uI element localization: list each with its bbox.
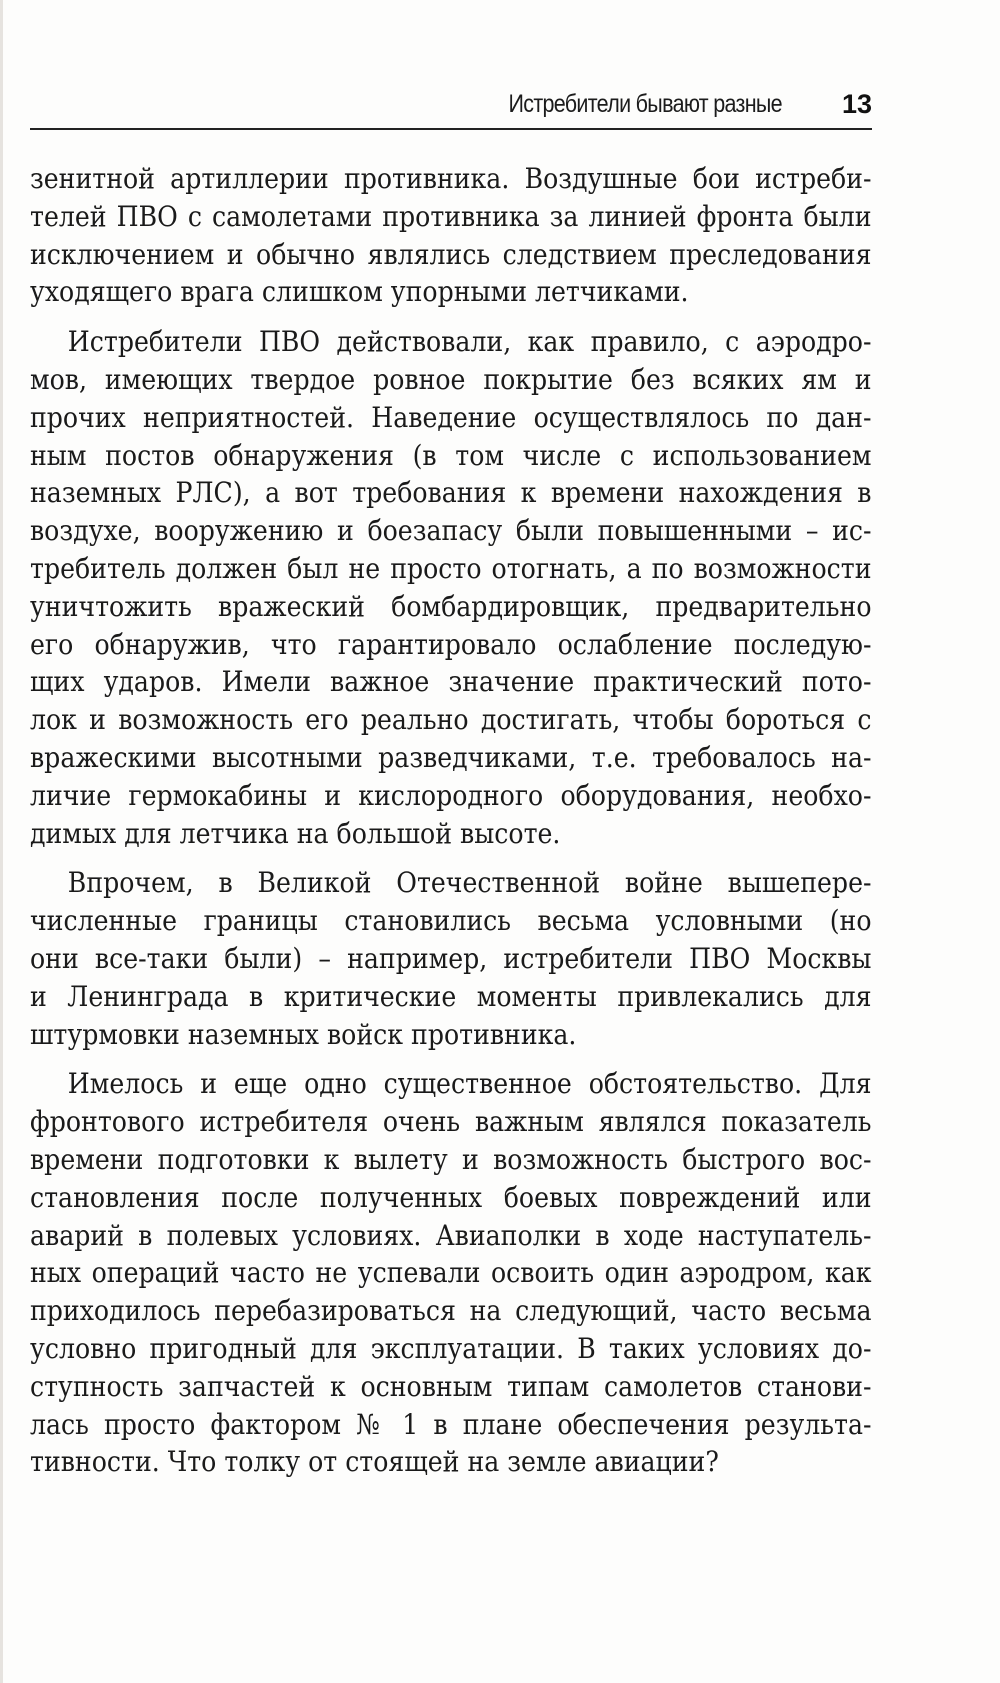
text-line: димых для летчика на большой высоте. (30, 816, 561, 850)
text-line: штурмовки наземных войск противника. (30, 1017, 577, 1051)
page-number: 13 (841, 89, 872, 119)
paragraph (30, 323, 872, 852)
text-line: времени подготовки к вылету и возможность быстрого вос- (30, 1142, 872, 1176)
paragraph (30, 1065, 872, 1481)
text-line: телей ПВО с самолетами противника за линией фронта были (30, 199, 872, 233)
page-edge (0, 0, 3, 1683)
text-line: прочих неприятностей. Наведение осуществлялось по дан- (30, 400, 872, 434)
text-line: лась просто фактором № 1 в плане обеспечения результа- (30, 1407, 872, 1441)
text-line: его обнаружив, что гарантировало ослабление последую- (30, 627, 872, 661)
text-line: Впрочем, в Великой Отечественной войне вышепере- (67, 866, 872, 900)
text-line: зенитной артиллерии противника. Воздушные бои истреби- (30, 162, 872, 195)
text-line: наземных РЛС), а вот требования к времени нахождения в (30, 476, 872, 510)
text-line: приходилось перебазироваться на следующий, часто весьма (30, 1294, 872, 1328)
text-line: щих ударов. Имели важное значение практический пото- (30, 665, 872, 699)
text-line: воздухе, вооружению и боезапасу были повышенными – ис- (30, 514, 872, 548)
text-line: исключением и обычно являлись следствием преследования (30, 237, 872, 271)
text-line: они все-таки были) – например, истребители ПВО Москвы (30, 941, 872, 975)
text-line: лок и возможность его реально достигать, чтобы бороться с (30, 703, 872, 737)
text-line: численные границы становились весьма условными (но (30, 904, 872, 938)
chapter-title: Истребители бывают разные (508, 90, 782, 118)
text-line: уходящего врага слишком упорными летчиками. (30, 275, 689, 309)
text-line: ступность запчастей к основным типам самолетов станови- (30, 1369, 872, 1403)
running-header (30, 86, 872, 130)
paragraph (30, 160, 872, 311)
paragraph (30, 864, 872, 1053)
text-line: ным постов обнаружения (в том числе с использованием (30, 438, 872, 472)
text-line: требитель должен был не просто отогнать, а по возможности (30, 551, 872, 585)
text-line: аварий в полевых условиях. Авиаполки в ходе наступатель- (30, 1218, 872, 1252)
text-line: и Ленинграда в критические моменты привлекались для (30, 979, 872, 1013)
text-line: условно пригодный для эксплуатации. В таких условиях до- (30, 1331, 872, 1365)
body-text (30, 160, 872, 1493)
text-line: ных операций часто не успевали освоить один аэродром, как (30, 1256, 872, 1290)
text-line: становления после полученных боевых повреждений или (30, 1180, 872, 1214)
text-line: вражескими высотными разведчиками, т.е. требовалось на- (30, 740, 872, 774)
text-line: Истребители ПВО действовали, как правило, с аэродро- (67, 325, 872, 359)
text-line: Имелось и еще одно существенное обстоятельство. Для (67, 1067, 872, 1101)
text-line: тивности. Что толку от стоящей на земле авиации? (30, 1445, 719, 1479)
text-line: фронтового истребителя очень важным являлся показатель (30, 1105, 872, 1139)
text-line: мов, имеющих твердое ровное покрытие без всяких ям и (30, 362, 872, 396)
text-line: личие гермокабины и кислородного оборудования, необхо- (30, 778, 872, 812)
text-line: уничтожить вражеский бомбардировщик, предварительно (30, 589, 872, 623)
